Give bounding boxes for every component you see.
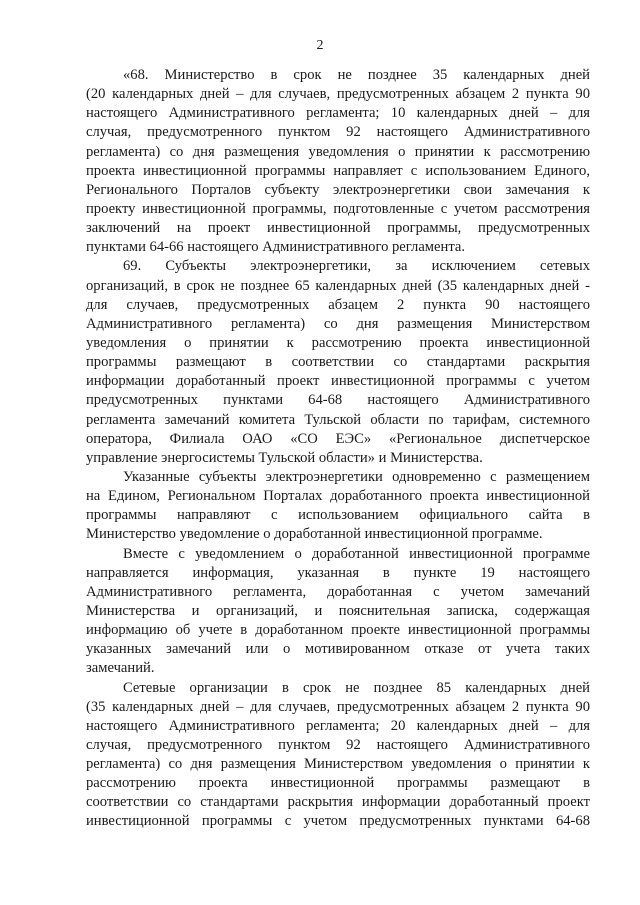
text-line: проекта инвестиционной программы направляет с использованием Единого,	[86, 162, 590, 179]
text-line: заключений на проект инвестиционной программы, предусмотренных	[86, 220, 590, 237]
text-line: Указанные субъекты электроэнергетики одновременно с размещением	[123, 468, 590, 485]
text-line: соответствии со стандартами раскрытия информации доработанный проект	[86, 794, 590, 811]
text-line: пунктами 64-66 настоящего Административного регламента.	[86, 239, 465, 256]
text-line: Административного регламента, доработанная с учетом замечаний	[86, 583, 590, 600]
text-line: информацию об учете в доработанном проекте инвестиционной программы	[86, 622, 590, 639]
page-number: 2	[316, 38, 324, 53]
text-line: регламента) со дня размещения уведомления о принятии к рассмотрению	[86, 143, 590, 160]
text-line: Регионального Порталов субъекту электроэнергетики свои замечания к	[86, 181, 590, 198]
text-line: организаций, в срок не позднее 65 календарных дней (35 календарных дней -	[86, 277, 590, 294]
text-line: настоящего Административного регламента; 10 календарных дней – для	[86, 105, 590, 122]
text-line: замечаний.	[86, 660, 155, 677]
paragraph	[86, 468, 590, 545]
paragraph	[86, 66, 590, 257]
text-line: (20 календарных дней – для случаев, предусмотренных абзацем 2 пункта 90	[86, 86, 590, 103]
text-line: уведомления о принятии к рассмотрению проекта инвестиционной	[86, 334, 590, 351]
text-line: программы размещают в соответствии со стандартами раскрытия	[86, 354, 590, 371]
text-line: регламента) со дня размещения Министерством уведомления о принятии к	[86, 756, 590, 773]
text-line: указанных замечаний или о мотивированном отказе от учета таких	[86, 641, 590, 658]
text-line: (35 календарных дней – для случаев, предусмотренных абзацем 2 пункта 90	[86, 698, 590, 715]
text-line: случая, предусмотренного пунктом 92 настоящего Административного	[86, 124, 590, 141]
document-body	[86, 66, 590, 832]
text-line: для случаев, предусмотренных абзацем 2 пункта 90 настоящего	[86, 296, 590, 313]
text-line: информации доработанный проект инвестиционной программы с учетом	[86, 373, 590, 390]
text-line: случая, предусмотренного пунктом 92 настоящего Административного	[86, 736, 590, 753]
text-line: Вместе с уведомлением о доработанной инвестиционной программе	[123, 545, 590, 562]
paragraph	[86, 257, 590, 468]
text-line: предусмотренных пунктами 64-68 настоящего Административного	[86, 392, 590, 409]
paragraph	[86, 545, 590, 679]
text-line: Министерство уведомление о доработанной инвестиционной программе.	[86, 526, 543, 543]
paragraph	[86, 679, 590, 832]
text-line: «68. Министерство в срок не позднее 35 календарных дней	[123, 67, 590, 83]
text-line: программы направляют с использованием официального сайта в	[86, 507, 590, 524]
text-line: Административного регламента) со дня размещения Министерством	[86, 315, 590, 332]
text-line: на Едином, Региональном Порталах доработанного проекта инвестиционной	[86, 488, 590, 505]
text-line: 69. Субъекты электроэнергетики, за исключением сетевых	[123, 258, 590, 275]
text-line: направляется информация, указанная в пункте 19 настоящего	[86, 564, 590, 581]
text-line: Сетевые организации в срок не позднее 85 календарных дней	[123, 679, 590, 696]
text-line: оператора, Филиала ОАО «СО ЕЭС» «Региональное диспетчерское	[86, 430, 590, 447]
text-line: проекту инвестиционной программы, подготовленные с учетом рассмотрения	[86, 200, 590, 217]
text-line: Министерства и организаций, и пояснительная записка, содержащая	[86, 602, 590, 619]
text-line: настоящего Административного регламента; 20 календарных дней – для	[86, 717, 590, 734]
text-line: рассмотрению проекта инвестиционной программы размещают в	[86, 775, 590, 792]
text-line: регламента замечаний комитета Тульской области по тарифам, системного	[86, 411, 590, 428]
text-line: инвестиционной программы с учетом предусмотренных пунктами 64-68	[86, 813, 590, 830]
text-line: управление энергосистемы Тульской области» и Министерства.	[86, 449, 483, 466]
